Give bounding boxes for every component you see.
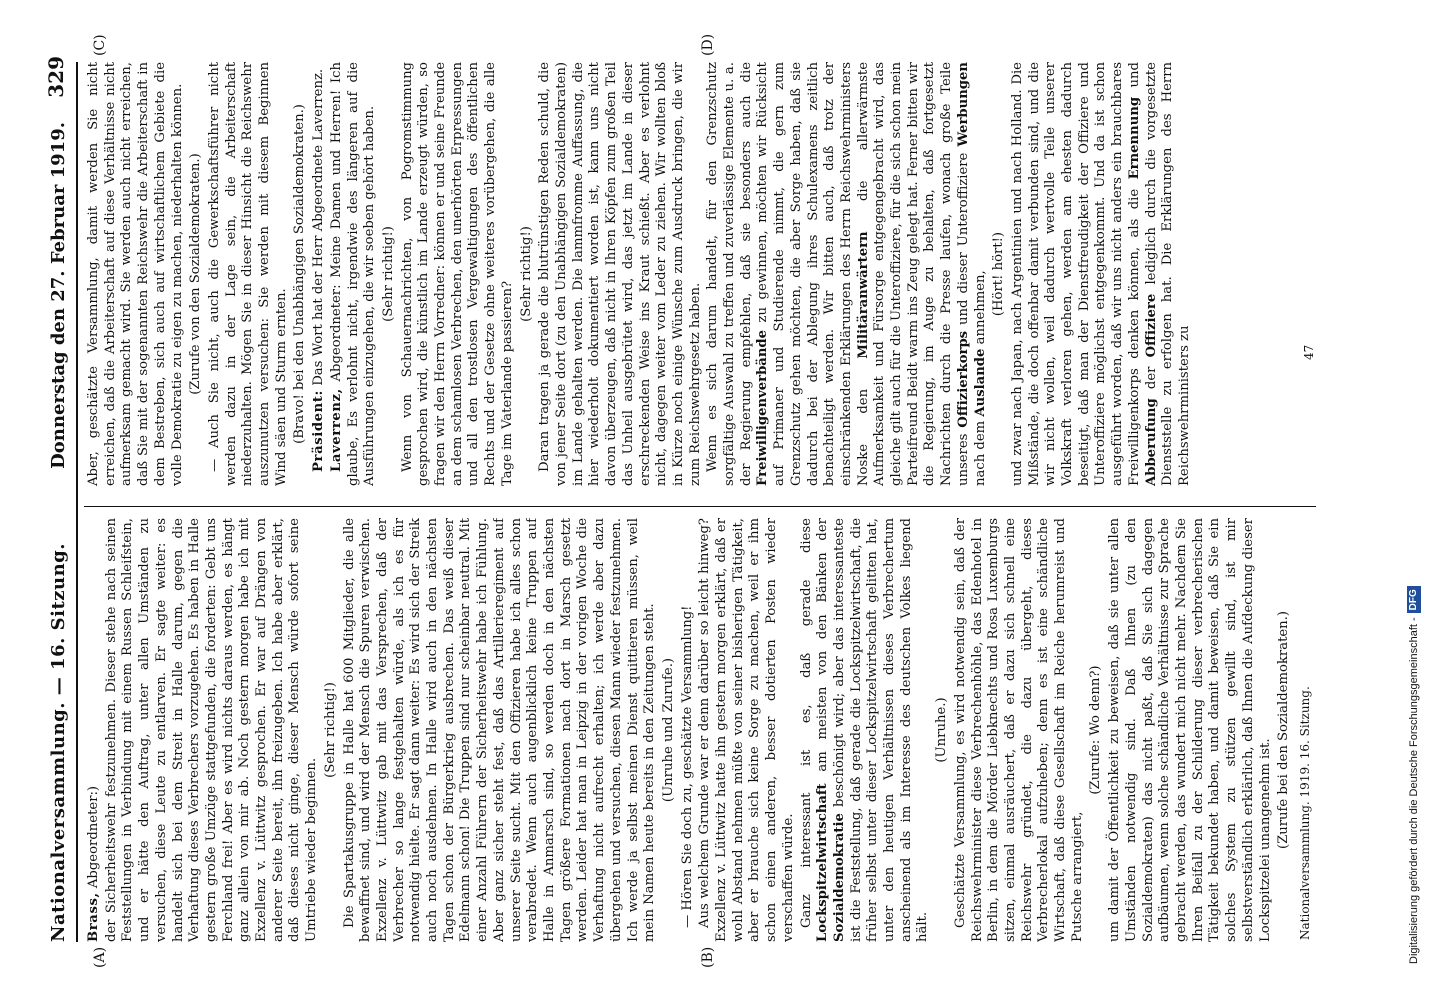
paragraph — [86, 518, 103, 942]
speaker-name: Brass, — [86, 892, 101, 942]
bold-term: Lockspitzelwirtschaft — [815, 783, 831, 942]
text-run: die allerwärmste Aufmerksamkeit und Fürsorge entgegengebracht wird, das gleiche gilt auch für die Unteroffiziere, für die sich schon mein Parteifreund Beidt warm ins Zeug gelegt hat. Ferner bitten wir die Regierung, im Auge zu behalten, daß fortgesetzt Nachrichten durch die Presse laufen, wonach große Teile unseres — [855, 62, 971, 486]
credit-text: Digitalisierung gefördert durch die Deutsche Forschungsgemeinschaft - — [1408, 617, 1420, 964]
text-run: zu gewinnen, möchten wir Rücksicht auf Primaner und Studierende nimmt, die gern zum Grenzschutz gehen möchten, die aber Sorge haben, daß sie dadurch bei der Ablegung ihres Schulexamens zeitlich benachteiligt werden. Wir bitten auch, daß trotz der einschränkenden Erklärungen des Herrn Reichswehrministers Noske den — [755, 62, 871, 486]
text-run: Ganz interessant ist es, daß gerade diese — [798, 518, 814, 928]
paragraph: Aus welchem Grunde war er denn darüber so leicht hinweg? Exzellenz v. Lüttwitz hatte ihn gestern morgen erklärt, daß er wohl Abstand nehmen müßte von seiner bisherigen Tätigkeit, aber er brauche sich keine Sorge zu machen, weil er ihm schon einen anderen, besser dotierten Posten wieder verschaffen würde. — [697, 518, 796, 942]
interjection: (Sehr richtig!) — [322, 682, 338, 778]
text-run: Wenn es sich darum handelt, für den Grenzschutz sorgfältige Auswahl zu treffen und zuverlässige Elemente u. a. der Regierung empfehlen, daß sie besonders auch die — [705, 62, 754, 486]
interjection: (Unruhe und Zurufe.) — [660, 657, 676, 803]
text-run: der — [1143, 366, 1159, 390]
text-run: nach dem — [972, 420, 988, 486]
text-run: und zwar nach Japan, nach Argentinien und nach Holland. Die Mißstände, die doch offenbar damit verbunden sind, und die wir nicht wollen, weil dadurch wertvolle Teile unserer Volkskraft verloren gehen, werden am ehesten dadurch beseitigt, daß man der Dienstfreudigkeit der Offiziere und Unteroffiziere möglichst entgegenkommt. Und da ist schon ausgeführt worden, daß wir uns nicht anders ein brauchbares Freiwilligenkorps denken können, als die — [1009, 62, 1142, 486]
text-run: und — [1126, 62, 1142, 88]
text-run: Das Wort hat der Herr Abgeordnete Laverrenz. — [311, 68, 327, 386]
bold-term: Auslande — [972, 348, 988, 417]
dfg-logo: DFG — [1407, 586, 1421, 613]
paragraph: Wenn von Schauernachrichten, von Pogromstimmung gesprochen wird, die künstlich im Lande erzeugt würden, so fragen wir den Herrn Vorredner: können er und seine Freunde an dem schamlosen Verbrechen, den unerhörten Erpressungen und all den trostlosen Vergewaltigungen des öffentlichen Rechts und der Gesetze ohne weiteres vorübergehen, die alle Tage im Vaterlande passieren? — [399, 62, 515, 486]
margin-mark-d: (D) — [700, 33, 716, 56]
paragraph: Daran tragen ja gerade die blutrünstigen Reden schuld, die von jener Seite dort (zu den Unabhängigen Sozialdemokraten) im Lande gehalten werden. Die lammfromme Auffassung, die hier wiederholt dokumentiert worden ist, kann uns nicht davon überzeugen, daß nicht in Ihren Köpfen zum großen Teil das Unheil ausgebrütet wird, das jetzt im Lande in dieser erschreckenden Weise ins Kraut schießt. Aber es verlohnt nicht, dagegen weiter vom Leder zu ziehen. Wir wollten bloß in Kürze noch einige Wünsche zum Ausdruck bringen, die wir zum Reichswehrgesetz haben. — [537, 62, 703, 486]
header-right: Donnerstag den 27. Februar 1919. — [48, 122, 69, 469]
column-divider — [84, 506, 1316, 507]
right-column — [86, 62, 1316, 486]
paragraph — [329, 62, 379, 486]
speaker-name: Laverrenz, — [328, 388, 344, 472]
bold-term: Offiziere — [1143, 293, 1159, 358]
paragraph: — Auch Sie nicht, auch die Gewerkschaftsführer nicht werden dazu in der Lage sein, die Arbeiterschaft niederzuhalten. Mögen Sie in dieser Hinsicht die Reichswehr auszunutzen versuchen: Sie werden mit diesem Beginnen Wind säen und Sturm ernten. — [206, 62, 289, 486]
paragraph: Die Spartakusgruppe in Halle hat 600 Mitglieder, die alle bewaffnet sind, und wird der Mensch die Spuren verwischen. Exzellenz v. Lüttwitz gab mit das Versprechen, daß der Verbrecher so lange festgehalten würde, als ich es für notwendig hielte. Er sagt dann weiter: Es wird sich der Streik auch noch ausdehnen. In Halle wird auch in den nächsten Tagen schon der Bürgerkrieg ausbrechen. Das weiß dieser Edelmann schon! Die Truppen sind nur scheinbar neutral. Mit einer Anzahl Führern der Sicherheitswehr habe ich Fühlung. Aber ganz sicher steht fest, daß das Artillerieregiment auf unserer Seite sucht. Mit den Offizieren habe ich alles schon verabredet. Wenn auch augenblicklich keine Truppen auf Halle in Anmarsch sind, so werden doch in den nächsten Tagen größere Formationen nach dort in Marsch gesetzt werden. Leider hat man in Leipzig in der vorigen Woche die Verhaftung nicht aufrecht erhalten; ich werde aber dazu übergehen und versuchen, diesen Mann wieder festzunehmen. Ich werde ja selbst meinen Dienst quittieren müssen, weil mein Namen heute bereits in den Zeitungen steht. — [341, 518, 658, 942]
signature-number: 47 — [1302, 344, 1316, 360]
sidebar-credit — [1403, 0, 1425, 1000]
margin-mark-c: (C) — [92, 34, 108, 56]
speaker-name: Präsident: — [311, 389, 327, 472]
paragraph: Geschätzte Versammlung, es wird notwendig sein, daß der Reichswehrminister diese Verbrechenhöhle, das Edenhotel in Berlin, in dem die Mörder Liebknechts und Rosa Luxemburgs sitzen, einmal ausräuchert, daß er dazu sich schnell eine Reichswehr gründet, die dazu übergeht, dieses Verbrecherlokal aufzuheben; denn es ist eine schändliche Wirtschaft, daß diese Gesellschaft im Reiche herumreist und Putsche arrangiert, — [952, 518, 1085, 942]
speaker-role: Abgeordneter:) — [86, 785, 101, 889]
paragraph — [311, 62, 328, 486]
text-run: beschönigt wird; aber das interessanteste ist die Feststellung, daß gerade die Lockspitzelwirtschaft, die früher selbst unter dieser Lockspitzelwirtschaft gelitten hat, unter den heutigen Verhältnissen dieses Verbrechertum anscheinend als im Interesse des deutschen Volkes liegend hält. — [831, 518, 931, 942]
text-run: annehmen, — [972, 270, 988, 345]
paragraph: Aber, geschätzte Versammlung, damit werden Sie nicht erreichen, daß die Arbeiterschaft auf diese Verhältnisse nicht aufmerksam gemacht wird. Sie werden auch nicht erreichen, daß Sie mit der sogenannten Reichswehr die Arbeiterschaft in dem Bestreben, sich auch auf wirtschaftlichem Gebiete die volle Demokratie zu eigen zu machen, niederhalten können. — [86, 62, 185, 486]
paragraph: — Hören Sie doch zu, geschätzte Versammlung! — [679, 605, 695, 928]
paragraph: der Sicherheitswehr festzunehmen. Dieser stehe nach seinen Feststellungen in Verbindung mit einem Russen Schleifstein, und er hätte den Auftrag, unter allen Umständen zu versuchen, diese Leute zu entlarven. Er sagte weiter: es handelt sich bei dem Streit in Halle darum, gegen die Verhaftung dieses Verbrechers vorzugehen. Es haben in Halle gestern große Umzüge stattgefunden, die forderten: Gebt uns Ferchland frei! Aber es wird nichts daraus werden, es hängt ganz allein von mir ab. Noch gestern morgen habe ich mit Exzellenz v. Lüttwitz gesprochen. Er war auf Drängen von anderer Seite bereit, ihn freizugeben. Ich habe aber erklärt, daß dieses nicht ginge, dieser Mensch würde sofort seine Umtriebe wieder beginnen. — [103, 518, 320, 942]
running-header — [42, 56, 78, 942]
bold-term: Ernennung — [1126, 96, 1142, 180]
paragraph — [799, 518, 933, 942]
paragraph — [1010, 62, 1194, 486]
interjection: (Hört! hört!) — [991, 231, 1007, 317]
interjection: (Zurufe von den Sozialdemokraten.) — [188, 153, 204, 395]
left-column — [86, 518, 1316, 942]
interjection: (Sehr richtig!) — [518, 226, 534, 322]
bold-term: Sozialdemokratie — [831, 813, 847, 942]
header-left: Nationalversammlung. — 16. Sitzung. — [48, 542, 69, 942]
interjection: (Zurufe: Wo denn?) — [1088, 665, 1104, 795]
interjection: (Unruhe.) — [934, 697, 950, 763]
interjection: (Bravo! bei den Unabhängigen Sozialdemokraten.) — [292, 104, 308, 444]
interjection: (Zurufe bei den Sozialdemokraten.) — [1276, 610, 1292, 850]
bold-term: Abberufung — [1143, 398, 1159, 486]
text-run: lediglich durch die vorgesetzte Dienststelle zu erfolgen hat. Die Erklärungen des Herrn Reichswehrministers zu — [1143, 62, 1192, 486]
margin-mark-a: (A) — [92, 946, 108, 968]
bold-term: Freiwilligenverbände — [755, 329, 771, 486]
text-run: am meisten von den Bänken der — [815, 518, 831, 772]
margin-mark-b: (B) — [700, 946, 716, 968]
text-run: Abgeordneter: Meine Damen und Herren! Ich glaube, Es verlohnt nicht, irgendwie des längeren auf die Ausführungen einzugehen, die wir soeben gehört haben. — [328, 62, 378, 486]
bold-term: Militäranwärtern — [855, 231, 871, 359]
page-number: 329 — [44, 56, 68, 98]
footer-left: Nationalversammlung. 1919. 16. Sitzung. — [1298, 686, 1312, 940]
text-run: und dieser Unteroffiziere — [955, 152, 971, 325]
bold-term: Offizierkorps — [955, 330, 971, 428]
interjection: (Sehr richtig!) — [380, 226, 396, 322]
bold-term: Werbungen — [955, 62, 971, 147]
paragraph: um damit der Öffentlichkeit zu beweisen, daß sie unter allen Umständen notwendig sind. Daß Ihnen (zu den Sozialdemokraten) das nicht paßt, daß Sie sich dagegen aufbäumen, wenn solche schändliche Verhältnisse zur Sprache gebracht werden, das wundert mich nicht mehr. Nachdem Sie Ihren Beifall zu der Schilderung dieser verbrecherischen Tätigkeit bekundet haben, und damit beweisen, daß Sie ein solches System zu stützen gewillt sind, ist mir selbstverständlich erklärlich, daß Ihnen die Aufdeckung dieser Lockspitzelei unangenehm ist. — [1107, 518, 1273, 942]
paragraph — [705, 62, 989, 486]
